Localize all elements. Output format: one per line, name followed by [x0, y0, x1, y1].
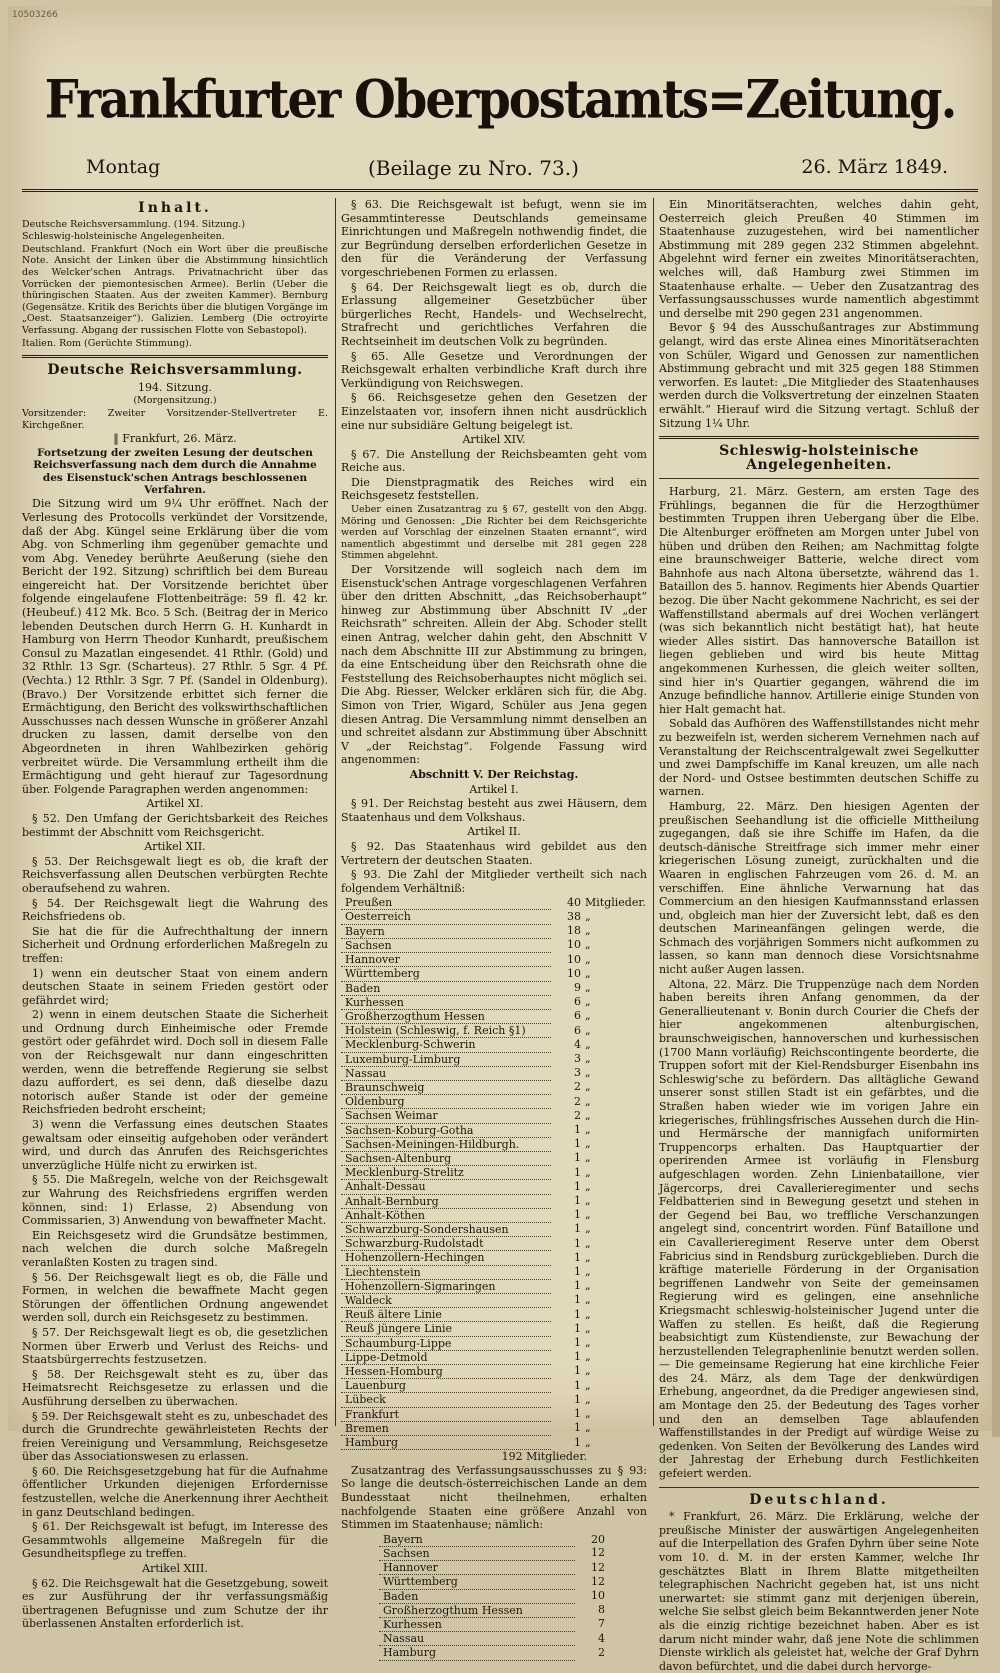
- state-name: Bremen: [341, 1421, 551, 1435]
- article-heading: Artikel XI.: [146, 797, 204, 811]
- state-name: Lübeck: [341, 1393, 551, 1407]
- body-paragraph: Bevor § 94 des Ausschußantrages zur Abstimmung gelangt, wird das erste Alinea eines Minoritätserachten von Schüler, Wigard und Genossen zur namentlichen Abstimmung gebracht und mit 325 gegen 188 Stimmen verworfen. Es lautet: „Die Mitglieder des Staatenhauses werden durch die Volksvertretung der einzelnen Staaten erwählt.“ Hierauf wird die Sitzung vertagt. Schluß der Sitzung 1¼ Uhr.: [659, 321, 979, 430]
- state-name: Schaumburg-Lippe: [341, 1336, 551, 1350]
- table-row: [341, 1066, 647, 1080]
- unit-label: „: [585, 1321, 591, 1335]
- place-date: ‖ Frankfurt, 26. März.: [113, 432, 237, 446]
- table-row: [341, 1436, 647, 1450]
- unit-label: „: [585, 1435, 591, 1449]
- state-name: Baden: [379, 1589, 575, 1603]
- unit-label: „: [585, 1421, 591, 1435]
- table-row: [341, 1251, 647, 1265]
- table-row: [341, 1080, 647, 1094]
- unit-label: „: [585, 1094, 591, 1108]
- vote-count: 1: [574, 1350, 581, 1364]
- vote-count: 10: [567, 938, 581, 952]
- state-name: Anhalt-Bernburg: [341, 1194, 551, 1208]
- body-paragraph: § 57. Der Reichsgewalt liegt es ob, die gesetzlichen Normen über Erwerb und Verlust des Reichs- und Staatsbürgerrechts festzusetzen.: [22, 1325, 328, 1367]
- state-name: Großherzogthum Hessen: [379, 1603, 575, 1617]
- state-name: Oesterreich: [341, 910, 551, 924]
- vote-count: 10: [567, 952, 581, 966]
- body-paragraph: § 59. Der Reichsgewalt steht es zu, unbeschadet des durch die Grundrechte gewährleisteten Rechts der freien Vereinigung und Versammlung, Reichsgesetze über das Associationswesen zu erlassen.: [22, 1409, 328, 1464]
- state-name: Großherzogthum Hessen: [341, 1009, 551, 1023]
- body-paragraph: § 92. Das Staatenhaus wird gebildet aus den Vertretern der deutschen Staaten.: [341, 839, 647, 867]
- table-row: [341, 896, 647, 910]
- unit-label: „: [585, 1108, 591, 1122]
- body-paragraph: Hamburg, 22. März. Den hiesigen Agenten der preußischen Seehandlung ist die officielle Mittheilung zugegangen, daß sie ihre Schiffe im Hafen, da die deutsch-dänische Streitfrage sich immer mehr einer kriegerischen Lösung zuneigt, zurückhalten und die Waaren in englischen Fahrzeugen vom 26. d. M. an verschiffen. Eine ähnliche Verwarnung hat das Commercium an den hiesigen Kaufmannsstand erlassen und, obgleich man hier der Zuversicht lebt, daß es den deutschen Marineanfängen gelingen werde, die Schmach des vorjährigen Sommers nicht aufkommen zu lassen, so kann man dennoch diese Vorsichtsnahme nicht außer Augen lassen.: [659, 799, 979, 977]
- section-heading-schleswig-holstein: Schleswig-holsteinische Angelegenheiten.: [719, 443, 919, 473]
- vote-count: 1: [574, 1293, 581, 1307]
- table-row: [341, 1151, 647, 1165]
- table-row: [341, 1180, 647, 1194]
- state-name: Liechtenstein: [341, 1265, 551, 1279]
- unit-label: „: [585, 1350, 591, 1364]
- state-name: Hohenzollern-Sigmaringen: [341, 1279, 551, 1293]
- table-row: [341, 1350, 647, 1364]
- state-name: Kurhessen: [341, 995, 551, 1009]
- table-row: [379, 1603, 609, 1617]
- body-paragraph: Altona, 22. März. Die Truppenzüge nach dem Norden haben bereits ihren Anfang genommen, da der Generallieutenant v. Bonin durch Courier die Chefs der hier angekommenen altenburgischen, braunschweigischen, hannoverschen und kurhessischen (1700 Mann vorläufig) Reichscontingente beorderte, die Truppen sofort mit der Kiel-Rendsburger Eisenbahn ins Schleswig'sche zu befördern. Das alltägliche Gewand unserer sonst stillen Stadt ist ein gefärbtes, und die Straßen haben wieder wie im vorigen Jahre ein kriegerisches, frühlingsfrisches Aussehen durch die Hin- und Hermärsche der mannigfach uniformirten Truppencorps erhalten. Das Hauptquartier der operirenden Armee ist vorläufig in Flensburg aufgeschlagen worden. Zehn Linienbataillone, vier Jägercorps, drei Cavallerieregimenter und sechs Feldbatterien sind in Bewegung gesetzt und stehen in der Gegend bei Bau, wo treffliche Verschanzungen angelegt sind, concentrirt worden. Fünf Bataillone und ein Cavallerieregiment Reserve unter dem Oberst Fabricius sind in Rendsburg zurückgeblieben. Durch die kräftige materielle Förderung in der Organisation begriffenen Landwehr von Seite der gemeinsamen Regierung wird es gelingen, eine ansehnliche Kriegsmacht schleswig-holsteinischer Jugend unter die Waffen zu stellen. Es heißt, daß die Regierung beabsichtigt zum Küstendienste, zur Bewachung der herzustellenden Telegraphenlinie benutzt werden sollen. — Die gemeinsame Regierung hat eine kirchliche Feier des 24. März, als dem Tage der denkwürdigen Erhebung, angeordnet, da die Prediger angewiesen sind, am Montage den 25. der Bedeutung des Tages vorher und den an demselben Tage ablaufenden Waffenstillstandes in der Predigt auf würdige Weise zu gedenken. Von Seiten der Bevölkerung des Landes wird der Jahrestag der Erhebung durch Festlichkeiten gefeiert werden.: [659, 977, 979, 1481]
- state-name: Lippe-Detmold: [341, 1350, 551, 1364]
- column-divider-1: [335, 198, 336, 1426]
- vote-count: 1: [574, 1321, 581, 1335]
- body-paragraph: § 91. Der Reichstag besteht aus zwei Häusern, dem Staatenhaus und dem Volkshaus.: [341, 797, 647, 824]
- archive-reference: 10503266: [12, 10, 58, 20]
- vote-count: 1: [574, 1179, 581, 1193]
- body-paragraph: Ein Reichsgesetz wird die Grundsätze bestimmen, nach welchen die durch solche Maßregeln veranlaßten Kosten zu tragen sind.: [22, 1228, 328, 1269]
- vote-count: 1: [574, 1151, 581, 1165]
- vote-count: 8: [598, 1603, 605, 1617]
- dateline-date: 26. März 1849.: [801, 156, 948, 178]
- state-name: Sachsen-Koburg-Gotha: [341, 1123, 551, 1137]
- unit-label: „: [585, 1250, 591, 1264]
- amendment-table: [379, 1533, 609, 1661]
- vote-count: 7: [598, 1617, 605, 1631]
- body-paragraph: § 55. Die Maßregeln, welche von der Reichsgewalt zur Wahrung des Reichsfriedens ergriffen werden können, sind: 1) Erlasse, 2) Absendung von Commissarien, 3) Anwendung von bewaffneter Macht.: [22, 1173, 328, 1228]
- contents-item: Italien. Rom (Gerüchte Stimmung).: [22, 337, 192, 349]
- unit-label: „: [585, 1052, 591, 1066]
- table-row: [341, 1095, 647, 1109]
- table-row: [341, 1038, 647, 1052]
- table-row: [341, 1279, 647, 1293]
- unit-label: „: [585, 1392, 591, 1406]
- state-name: Baden: [341, 981, 551, 995]
- vote-count: 3: [574, 1066, 581, 1080]
- amendment-paragraph: Zusatzantrag des Verfassungsausschusses zu § 93: So lange die deutsch-österreichischen Lande an dem Bundesstaat nicht theilnehmen, erhalten nachfolgende Staaten eine größere Anzahl von Stimmen im Staatenhause; nämlich:: [341, 1463, 647, 1532]
- vote-count: 1: [574, 1222, 581, 1236]
- vote-count: 4: [574, 1037, 581, 1051]
- body-paragraph: § 63. Die Reichsgewalt ist befugt, wenn sie im Gesammtinteresse Deutschlands gemeinsame Einrichtungen und Maßregeln nothwendig findet, die zur Begründung derselben erforderlichen Gesetze in den für die Veränderung der Verfassung vorgeschriebenen Formen zu erlassen.: [341, 198, 647, 279]
- state-name: Mecklenburg-Schwerin: [341, 1038, 551, 1052]
- unit-label: „: [585, 1265, 591, 1279]
- table-row: [341, 1123, 647, 1137]
- body-paragraph: § 56. Der Reichsgewalt liegt es ob, die Fälle und Formen, in welchen die bewaffnete Macht gegen Störungen der öffentlichen Ordnung angewendet werden soll, durch ein Reichsgesetz zu bestimmen.: [22, 1270, 328, 1325]
- body-paragraph: Der Vorsitzende will sogleich nach dem im Eisenstuck'schen Antrage vorgeschlagenen Verfahren über den dritten Abschnitt, „das Reichsoberhaupt“ hinweg zur Abstimmung über Abschnitt IV „der Reichsrath“ schreiten. Allein der Abg. Schoder stellt einen Antrag, welcher dahin geht, den Abschnitt V nach dem Abschnitte III zur Abstimmung zu bringen, da eine Entscheidung über den Reichsrath ohne die Feststellung des Reichsoberhauptes nicht möglich sei. Die Abg. Riesser, Welcker erklären sich für, die Abg. Simon von Trier, Wigard, Schüler aus Jena gegen diesen Antrag. Die Versammlung nimmt denselben an und schreitet alsdann zur Abstimmung über Abschnitt V „der Reichstag“. Folgende Fassung wird angenommen:: [341, 563, 647, 767]
- vote-count: 1: [574, 1392, 581, 1406]
- table-row: [341, 1379, 647, 1393]
- body-paragraph: 3) wenn die Verfassung eines deutschen Staates gewaltsam oder einseitig aufgehoben oder verändert wird, und durch das Anrufen des Reichsgerichtes unverzügliche Hülfe nicht zu erwirken ist.: [22, 1118, 328, 1172]
- vote-count: 1: [574, 1279, 581, 1293]
- chapter-heading: Abschnitt V. Der Reichstag.: [409, 767, 579, 781]
- state-name: Holstein (Schleswig, f. Reich §1): [341, 1024, 551, 1038]
- unit-label: „: [585, 1023, 591, 1037]
- vote-count: 6: [574, 1009, 581, 1023]
- unit-label: „: [585, 909, 591, 923]
- unit-label: „: [585, 1137, 591, 1151]
- body-paragraph: § 67. Die Anstellung der Reichsbeamten geht vom Reiche aus.: [341, 447, 647, 475]
- table-row: [379, 1589, 609, 1603]
- article-heading: Artikel XIII.: [142, 1562, 208, 1576]
- vote-count: 12: [591, 1574, 605, 1588]
- table-row: [341, 1336, 647, 1350]
- dateline: [68, 156, 948, 184]
- vote-count: 6: [574, 1023, 581, 1037]
- vote-count: 2: [598, 1645, 605, 1659]
- unit-label: „: [585, 952, 591, 966]
- unit-label: „: [585, 1165, 591, 1179]
- vote-count: 4: [598, 1631, 605, 1645]
- table-row: [341, 1137, 647, 1151]
- state-name: Hannover: [379, 1561, 575, 1575]
- dateline-day: Montag: [86, 156, 161, 178]
- body-paragraph: 1) wenn ein deutscher Staat von einem andern deutschen Staate in seinem Frieden gestört oder gefährdet wird;: [22, 966, 328, 1007]
- vote-count: 1: [574, 1378, 581, 1392]
- table-row: [341, 1393, 647, 1407]
- state-name: Braunschweig: [341, 1080, 551, 1094]
- body-paragraph: Die Sitzung wird um 9¼ Uhr eröffnet. Nach der Verlesung des Protocolls verkündet der Vorsitzende, daß der Abg. Küngel seine Erklärung über die vom Abg. von Schmerling ihm gegenüber gemachte und vom Abg. Venedey berührte Aeußerung (siehe den Bericht der 192. Sitzung) schriftlich bei dem Bureau eingereicht hat. Der Vorsitzende berichtet über folgende eingelaufene Flottenbeiträge: 59 fl. 42 kr. (Heubeuf.) 412 Mk. Bco. 5 Sch. (Beitrag der in Merico lebenden Deutschen durch Herrn G. H. Kunhardt in Hamburg von Herrn Theodor Kunhardt, preußischem Consul zu Mazatlan eingesendet. 41 Rthlr. (Gold) und 32 Rthlr. 13 Sgr. (Scharteus). 27 Rthlr. 5 Sgr. 4 Pf. (Vechta.) 12 Rthlr. 3 Sgr. 7 Pf. (Sandel in Oldenburg). (Bravo.) Der Vorsitzende erbittet sich ferner die Ermächtigung, den Bericht des volkswirthschaftlichen Ausschusses nach dessen Wunsche in größerer Anzahl drucken zu lassen, damit derselbe von den Abgeordneten in ihren Wahlbezirken gehörig verbreitet würde. Die Versammlung ertheilt ihm die Ermächtigung und geht hierauf zur Tagesordnung über. Folgende Paragraphen werden angenommen:: [22, 497, 328, 796]
- body-paragraph: Die Dienstpragmatik des Reiches wird ein Reichsgesetz feststellen.: [341, 475, 647, 503]
- vote-count: 1: [574, 1236, 581, 1250]
- article-heading: Artikel II.: [467, 825, 521, 839]
- state-name: Anhalt-Köthen: [341, 1208, 551, 1222]
- state-name: Bayern: [341, 924, 551, 938]
- table-row: [379, 1646, 609, 1660]
- table-row: [341, 967, 647, 981]
- table-row: [379, 1575, 609, 1589]
- table-row: [341, 1308, 647, 1322]
- body-paragraph: § 62. Die Reichsgewalt hat die Gesetzgebung, soweit es zur Ausführung der ihr verfassungsmäßig übertragenen Befugnisse und zum Schutze der ihr überlassenen Anstalten erforderlich ist.: [22, 1576, 328, 1631]
- state-name: Schwarzburg-Sondershausen: [341, 1222, 551, 1236]
- body-paragraph: § 54. Der Reichsgewalt liegt die Wahrung des Reichsfriedens ob.: [22, 896, 328, 924]
- column-2: [341, 198, 647, 1660]
- table-row: [341, 1407, 647, 1421]
- unit-label: „: [585, 1407, 591, 1421]
- body-paragraph: § 65. Alle Gesetze und Verordnungen der Reichsgewalt erhalten verbindliche Kraft durch ihre Verkündigung von Reichswegen.: [341, 349, 647, 390]
- table-row: [341, 1194, 647, 1208]
- unit-label: „: [585, 1194, 591, 1208]
- contents-item: Deutsche Reichsversammlung. (194. Sitzung.): [22, 218, 246, 230]
- vote-count: 1: [574, 1165, 581, 1179]
- table-row: [341, 1009, 647, 1023]
- vote-count: 1: [574, 1336, 581, 1350]
- vote-count: 1: [574, 1421, 581, 1435]
- unit-label: „: [585, 981, 591, 994]
- page-binding-edge: [992, 0, 1000, 1437]
- contents-item: Schleswig-holsteinische Angelegenheiten.: [22, 231, 225, 243]
- members-table: [341, 896, 647, 1450]
- table-row: [341, 995, 647, 1009]
- state-name: Waldeck: [341, 1293, 551, 1307]
- state-name: Hohenzollern-Hechingen: [341, 1251, 551, 1265]
- table-row: [341, 953, 647, 967]
- state-name: Lauenburg: [341, 1379, 551, 1393]
- vote-count: 38: [567, 909, 581, 923]
- vote-count: 3: [574, 1052, 581, 1066]
- unit-label: „: [585, 1279, 591, 1293]
- unit-label: „: [585, 924, 591, 938]
- unit-label: „: [585, 995, 591, 1009]
- state-name: Mecklenburg-Strelitz: [341, 1166, 551, 1180]
- unit-label: „: [585, 1009, 591, 1023]
- section-divider: [659, 436, 979, 439]
- state-name: Schwarzburg-Rudolstadt: [341, 1237, 551, 1251]
- unit-label: „: [585, 1151, 591, 1165]
- state-name: Oldenburg: [341, 1095, 551, 1109]
- state-name: Württemberg: [379, 1575, 575, 1589]
- vote-count: 10: [567, 966, 581, 980]
- unit-label: „: [585, 1307, 591, 1321]
- state-name: Bayern: [379, 1533, 575, 1547]
- masthead-title: Frankfurter Oberpostamts=Zeitung.: [44, 69, 956, 131]
- vote-count: 1: [574, 1123, 581, 1137]
- table-row: [341, 981, 647, 995]
- vote-count: 2: [574, 1108, 581, 1122]
- table-row: [341, 1322, 647, 1336]
- column-3: [659, 198, 979, 1673]
- vote-count: 1: [574, 1194, 581, 1208]
- body-paragraph: § 93. Die Zahl der Mitglieder vertheilt sich nach folgendem Verhältniß:: [341, 868, 647, 895]
- lead-paragraph: Fortsetzung der zweiten Lesung der deutschen Reichsverfassung nach dem durch die Annahme des Eisenstuck'schen Antrags beschlossenen Verfahren.: [33, 446, 317, 496]
- table-row: [341, 1052, 647, 1066]
- table-row: [379, 1533, 609, 1547]
- column-divider-2: [653, 198, 654, 1426]
- table-row: [379, 1617, 609, 1631]
- body-paragraph-small: Ueber einen Zusatzantrag zu § 67, gestellt von den Abgg. Möring und Genossen: „Die Richter bei dem Reichsgerichte werden auf Vorschlag der einzelnen Staaten ernannt“, wird namentlich abgestimmt und derselbe mit 281 gegen 228 Stimmen abgelehnt.: [341, 504, 647, 562]
- newspaper-page: [8, 6, 992, 1673]
- state-name: Württemberg: [341, 967, 551, 981]
- vote-count: 12: [591, 1546, 605, 1560]
- table-row: [341, 938, 647, 952]
- table-row: [341, 1109, 647, 1123]
- table-row: [341, 1237, 647, 1251]
- body-paragraph: 2) wenn in einem deutschen Staate die Sicherheit und Ordnung durch Einheimische oder Fremde gestört oder gefährdet wird. Doch soll in diesem Falle von der Reichsgewalt nur dann eingeschritten werden, wenn die betreffende Regierung sie selbst dazu auffordert, es sei denn, daß dieselbe dazu notorisch außer Stande ist oder der gemeine Reichsfrieden bedroht erscheint;: [22, 1008, 328, 1117]
- state-name: Hamburg: [341, 1436, 551, 1450]
- vote-count: 40: [567, 896, 581, 910]
- section-divider: [659, 478, 979, 479]
- unit-label: Mitglieder.: [585, 896, 646, 910]
- vote-count: 2: [574, 1094, 581, 1108]
- column-1: [22, 198, 328, 1631]
- vote-count: 1: [574, 1307, 581, 1321]
- state-name: Hannover: [341, 953, 551, 967]
- unit-label: „: [585, 1336, 591, 1350]
- vote-count: 1: [574, 1364, 581, 1378]
- state-name: Reuß ältere Linie: [341, 1308, 551, 1322]
- unit-label: „: [585, 1222, 591, 1236]
- article-heading: Artikel XIV.: [462, 433, 526, 447]
- table-row: [341, 1166, 647, 1180]
- state-name: Hessen-Homburg: [341, 1364, 551, 1378]
- dateline-supplement: (Beilage zu Nro. 73.): [368, 156, 579, 180]
- table-row: [341, 910, 647, 924]
- vote-count: 2: [574, 1080, 581, 1094]
- unit-label: „: [585, 1037, 591, 1051]
- state-name: Preußen: [341, 896, 551, 910]
- body-paragraph: § 58. Der Reichsgewalt steht es zu, über das Heimatsrecht Reichsgesetze zu erlassen und die Ausführung derselben zu überwachen.: [22, 1367, 328, 1408]
- vote-count: 1: [574, 1137, 581, 1151]
- state-name: Sachsen-Altenburg: [341, 1151, 551, 1165]
- contents-item: Deutschland. Frankfurt (Noch ein Wort über die preußische Note. Ansicht der Linken über die Abstimmung hinsichtlich des Welcker'schen Antrags. Privatnachricht über das Vorrücken der piemontesischen Armee). Berlin (Ueber die thüringischen Staaten. Aus der zweiten Kammer). Bernburg (Gegensätze. Kritik des Berichts über die blutigen Vorgänge im „Oest. Staatsanzeiger“). Galizien. Lemberg (Die octroyirte Verfassung. Abgang der russischen Flotte von Sebastopol).: [22, 243, 328, 336]
- body-paragraph: § 53. Der Reichsgewalt liegt es ob, die kraft der Reichsverfassung allen Deutschen verbürgten Rechte oberaufsehend zu wahren.: [22, 854, 328, 895]
- state-name: Nassau: [379, 1632, 575, 1646]
- unit-label: „: [585, 1236, 591, 1250]
- unit-label: „: [585, 938, 591, 952]
- body-paragraph: § 64. Der Reichsgewalt liegt es ob, durch die Erlassung allgemeiner Gesetzbücher über bürgerliches Recht, Handels- und Wechselrecht, Strafrecht und gerichtliches Verfahren die Rechtseinheit im deutschen Volk zu begründen.: [341, 280, 647, 348]
- state-name: Frankfurt: [341, 1407, 551, 1421]
- table-row: [341, 1265, 647, 1279]
- section-divider: [659, 1487, 979, 1488]
- state-name: Sachsen: [341, 938, 551, 952]
- vote-count: 10: [591, 1589, 605, 1603]
- state-name: Hamburg: [379, 1646, 575, 1660]
- vote-count: 1: [574, 1435, 581, 1449]
- article-heading: Artikel XII.: [144, 840, 206, 854]
- table-row: [379, 1561, 609, 1575]
- table-row: [341, 1222, 647, 1236]
- state-name: Reuß jüngere Linie: [341, 1322, 551, 1336]
- unit-label: „: [585, 1080, 591, 1094]
- unit-label: „: [585, 1066, 591, 1080]
- vote-count: 1: [574, 1407, 581, 1421]
- body-paragraph: Sobald das Aufhören des Waffenstillstandes nicht mehr zu bezweifeln ist, werden sicherem Vernehmen nach auf Veranstaltung der Reichscentralgewalt zwei Segelkutter und zwei Dampfschiffe im Kanal kreuzen, um alle nach der Nord- und Ostsee bestimmten deutschen Schiffe zu warnen.: [659, 717, 979, 799]
- body-paragraph: Harburg, 21. März. Gestern, am ersten Tage des Frühlings, begannen die für die Herzogthümer bestimmten Truppen ihren Uebergang über die Elbe. Die Altenburger eröffneten am Morgen unter Jubel von hüben und drüben den Reihen; am Nachmittag folgte eine braunschweiger Batterie, welche direct vom Bahnhofe aus nach Altona übersetzte, während das 1. Bataillon des 5. hannov. Regiments hier Abends Quartier bezog. Die über Nacht gekommene Nachricht, es sei der Waffenstillstand abermals auf drei Wochen verlängert (was sich bekanntlich nicht bestätigt hat), hat heute wieder Alles sistirt. Das hannoversche Bataillon ist liegen geblieben und wird bis heute Mittag angekommenen Kurhessen, die gleich weiter sollten, sind hier in's Quartier gegangen, während die im Anzuge befindliche hannov. Artillerie einige Stunden von hier Halt gemacht hat.: [659, 485, 979, 716]
- body-paragraph: § 60. Die Reichsgesetzgebung hat für die Aufnahme öffentlicher Urkunden diejenigen Erfordernisse festzustellen, welche die Anerkennung ihrer Aechtheit in ganz Deutschland bedingen.: [22, 1464, 328, 1519]
- unit-label: „: [585, 1364, 591, 1378]
- vote-count: 1: [574, 1250, 581, 1264]
- vote-count: 1: [574, 1265, 581, 1279]
- vote-count: 6: [574, 995, 581, 1009]
- state-name: Kurhessen: [379, 1617, 575, 1631]
- state-name: Sachsen Weimar: [341, 1109, 551, 1123]
- body-paragraph: § 61. Der Reichsgewalt ist befugt, im Interesse des Gesammtwohls allgemeine Maßregeln für die Gesundheitspflege zu treffen.: [22, 1520, 328, 1561]
- unit-label: „: [585, 1293, 591, 1307]
- section-heading-reichsversammlung: Deutsche Reichsversammlung.: [47, 362, 303, 379]
- table-row: [379, 1546, 609, 1560]
- body-paragraph: § 52. Den Umfang der Gerichtsbarkeit des Reiches bestimmt der Abschnitt vom Reichsgericht.: [22, 811, 328, 839]
- table-row: [341, 1208, 647, 1222]
- body-paragraph: § 66. Reichsgesetze gehen den Gesetzen der Einzelstaaten vor, insofern ihnen nicht ausdrücklich eine nur subsidiäre Geltung beigelegt ist.: [341, 391, 647, 432]
- state-name: Luxemburg-Limburg: [341, 1052, 551, 1066]
- unit-label: „: [585, 1208, 591, 1222]
- vote-count: 12: [591, 1560, 605, 1574]
- vote-count: 18: [567, 924, 581, 938]
- header-rule: [22, 189, 978, 192]
- vote-count: 9: [574, 981, 581, 994]
- table-row: [341, 1364, 647, 1378]
- unit-label: „: [585, 966, 591, 980]
- contents-heading: Inhalt.: [138, 200, 212, 216]
- presidency-line: Vorsitzender: Zweiter Vorsitzender-Stellvertreter E. Kirchgeßner.: [22, 407, 328, 431]
- state-name: Anhalt-Dessau: [341, 1180, 551, 1194]
- table-row: [341, 1293, 647, 1307]
- state-name: Sachsen: [379, 1546, 575, 1560]
- members-total: 192 Mitglieder.: [501, 1450, 587, 1464]
- vote-count: 20: [591, 1532, 605, 1546]
- contents-list: [22, 219, 328, 350]
- unit-label: „: [585, 1123, 591, 1137]
- table-row: [341, 1024, 647, 1038]
- table-row: [379, 1632, 609, 1646]
- body-paragraph: Ein Minoritätserachten, welches dahin geht, Oesterreich gleich Preußen 40 Stimmen im Staatenhause zuzugestehen, wird bei namentlicher Abstimmung mit 289 gegen 232 Stimmen abgelehnt. Abgelehnt wird ferner ein zweites Minoritätserachten, welches will, daß Hamburg zwei Stimmen im Staatenhause erhalte. — Ueber den Zusatzantrag des Verfassungsausschusses wurde namentlich abgestimmt und derselbe mit 290 gegen 231 angenommen.: [659, 198, 979, 320]
- vote-count: 1: [574, 1208, 581, 1222]
- unit-label: „: [585, 1179, 591, 1193]
- body-paragraph: Sie hat die für die Aufrechthaltung der innern Sicherheit und Ordnung erforderlichen Maßregeln zu treffen:: [22, 924, 328, 965]
- session-note: (Morgensitzung.): [133, 395, 217, 407]
- section-divider: [22, 355, 328, 358]
- session-number: 194. Sitzung.: [138, 380, 212, 394]
- table-row: [341, 1421, 647, 1435]
- unit-label: „: [585, 1378, 591, 1392]
- section-heading-deutschland: Deutschland.: [749, 1491, 889, 1508]
- table-row: [341, 924, 647, 938]
- state-name: Nassau: [341, 1066, 551, 1080]
- body-paragraph: * Frankfurt, 26. März. Die Erklärung, welche der preußische Minister der auswärtigen Angelegenheiten auf die Interpellation des Grafen Dyhrn über seine Note vom 10. d. M. in der ersten Kammer, welche Ihr geschätztes Blatt in Ihrem Blatte mitgetheilten telegraphischen Nachricht gegeben hat, ist uns nicht unerwartet: sie stimmt ganz mit derjenigen überein, welche Sie selbst gleich beim Bekanntwerden jener Note als die einzig richtige bezeichnet haben. Aber es ist darum nicht minder wahr, daß jene Note die schlimmen Dienste wirklich als geleistet hat, welche der Graf Dyhrn davon befürchtet, und die dabei durch hervorge-: [659, 1510, 979, 1673]
- article-heading: Artikel I.: [469, 782, 519, 796]
- state-name: Sachsen-Meiningen-Hildburgh.: [341, 1137, 551, 1151]
